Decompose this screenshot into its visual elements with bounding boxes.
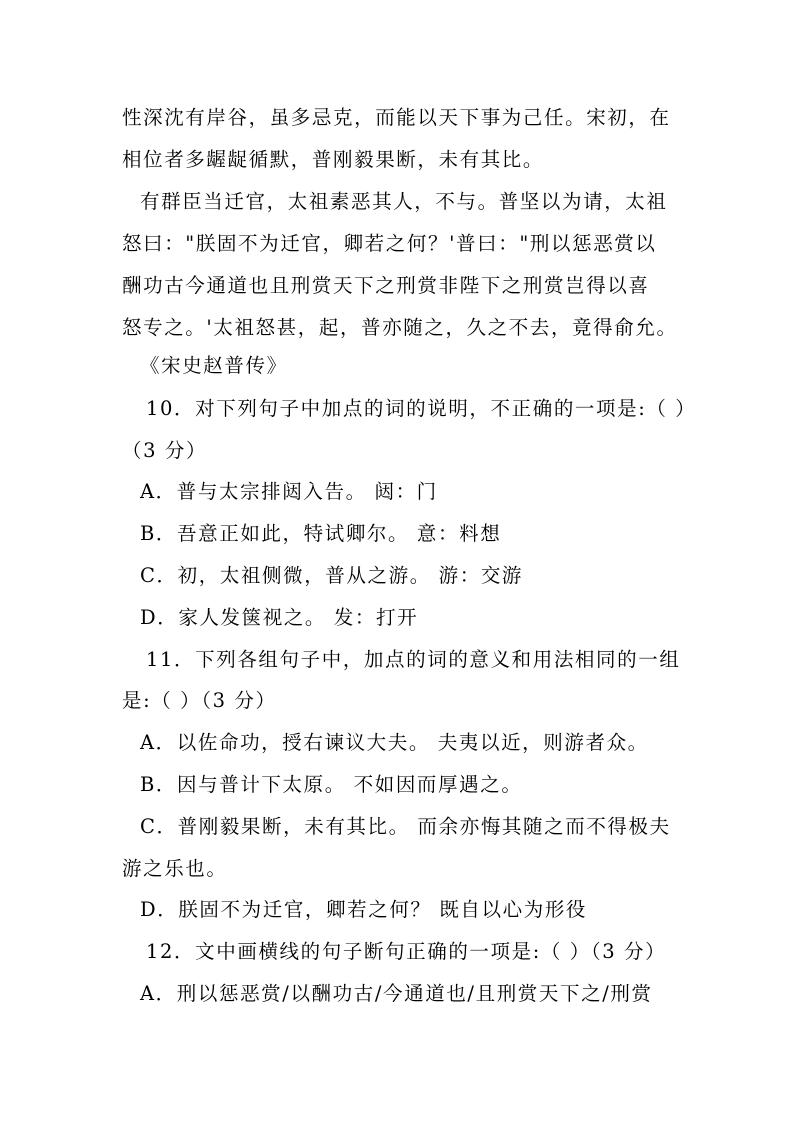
question-11-stem: 11．下列各组句子中，加点的词的意义和用法相同的一组 (146, 648, 681, 671)
question-10-points: （3 分） (122, 439, 208, 462)
passage-line: 性深沈有岸谷，虽多忌克，而能以天下事为己任。宋初，在 (122, 106, 671, 129)
question-11-option-d: D．朕固不为迁官，卿若之何？ 既自以心为形役 (140, 898, 588, 921)
question-11-stem-cont: 是:（ ）（3 分） (122, 689, 277, 712)
question-10-option-c: C．初，太祖侧微，普从之游。 游：交游 (140, 564, 524, 587)
source-citation: 《宋史赵普传》 (140, 354, 288, 377)
question-11-option-b: B．因与普计下太原。 不如因而厚遇之。 (140, 773, 523, 796)
question-10-option-a: A．普与太宗排闼入告。 闼：门 (140, 480, 438, 503)
passage-line: 酬功古今通道也且刑赏天下之刑赏非陛下之刑赏岂得以喜 (122, 274, 650, 297)
question-10-option-b: B．吾意正如此，特试卿尔。 意：料想 (140, 522, 502, 545)
question-10-option-d: D．家人发箧视之。 发：打开 (140, 606, 419, 629)
passage-line: 怒曰："朕固不为迁官，卿若之何？'普曰："刑以惩恶赏以 (122, 232, 657, 255)
question-10-stem: 10．对下列句子中加点的词的说明，不正确的一项是:（ ） (146, 397, 697, 420)
passage-line: 有群臣当迁官，太祖素恶其人，不与。普坚以为请，太祖 (140, 190, 668, 213)
question-11-option-c-cont: 游之乐也。 (122, 857, 228, 880)
question-12-stem: 12．文中画横线的句子断句正确的一项是:（ ）（3 分） (146, 940, 667, 963)
question-11-option-c: C．普刚毅果断，未有其比。 而余亦悔其随之而不得极夫 (140, 815, 671, 838)
question-11-option-a: A．以佐命功，授右谏议大夫。 夫夷以近，则游者众。 (140, 731, 649, 754)
question-12-option-a: A．刑以惩恶赏/以酬功古/今通道也/且刑赏天下之/刑赏 (140, 982, 653, 1005)
passage-line: 相位者多龌龊循默，普刚毅果断，未有其比。 (122, 148, 545, 171)
passage-line: 怒专之。'太祖怒甚，起，普亦随之，久之不去，竟得俞允。 (122, 316, 678, 339)
